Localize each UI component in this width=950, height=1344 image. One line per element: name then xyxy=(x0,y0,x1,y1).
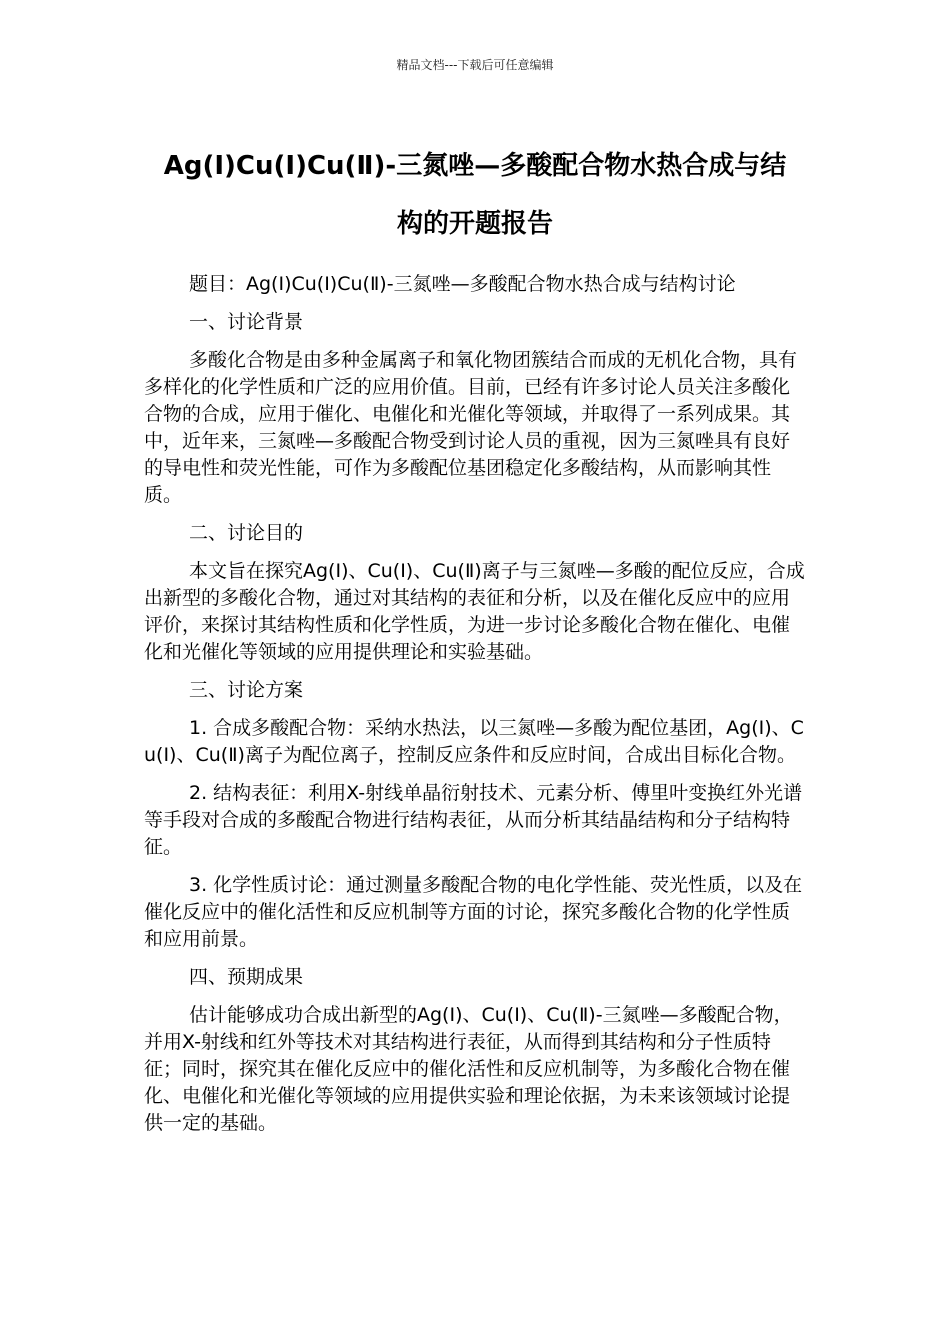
plan-item-chemical-properties: 3. 化学性质讨论：通过测量多酸配合物的电化学性能、荧光性质，以及在催化反应中的催化活性和反应机制等方面的讨论，探究多酸化合物的化学性质和应用前景。 xyxy=(144,874,803,950)
paragraph-purpose: 本文旨在探究Ag(I)、Cu(I)、Cu(Ⅱ)离子与三氮唑—多酸的配位反应，合成出新型的多酸化合物，通过对其结构的表征和分析，以及在催化反应中的应用评价，来探讨其结构性质和化学性质，为进一步讨论多酸化合物在催化、电催化和光催化等领域的应用提供理论和实验基础。 xyxy=(144,560,805,663)
document-title xyxy=(140,137,810,253)
section-heading-plan: 三、讨论方案 xyxy=(189,679,304,701)
paragraph-background: 多酸化合物是由多种金属离子和氧化物团簇结合而成的无机化合物，具有多样化的化学性质和广泛的应用价值。目前，已经有许多讨论人员关注多酸化合物的合成，应用于催化、电催化和光催化等领域，并取得了一系列成果。其中，近年来，三氮唑—多酸配合物受到讨论人员的重视，因为三氮唑具有良好的导电性和荧光性能，可作为多酸配位基团稳定化多酸结构，从而影响其性质。 xyxy=(144,349,798,506)
title-line-2: 构的开题报告 xyxy=(396,209,553,239)
title-line-1: Ag(Ⅰ)Cu(Ⅰ)Cu(Ⅱ)-三氮唑—多酸配合物水热合成与结 xyxy=(163,151,787,181)
header-note: 精品文档---下载后可任意编辑 xyxy=(396,58,554,72)
section-heading-purpose: 二、讨论目的 xyxy=(189,522,304,544)
section-heading-background: 一、讨论背景 xyxy=(189,311,304,333)
plan-item-characterization: 2. 结构表征：利用X-射线单晶衍射技术、元素分析、傅里叶变换红外光谱等手段对合成的多酸配合物进行结构表征，从而分析其结晶结构和分子结构特征。 xyxy=(144,782,803,858)
topic-line: 题目：Ag(I)Cu(I)Cu(Ⅱ)-三氮唑—多酸配合物水热合成与结构讨论 xyxy=(189,273,736,295)
paragraph-results: 估计能够成功合成出新型的Ag(I)、Cu(I)、Cu(Ⅱ)-三氮唑—多酸配合物，并用X-射线和红外等技术对其结构进行表征，从而得到其结构和分子性质特征；同时，探究其在催化反应中的催化活性和反应机制等，为多酸化合物在催化、电催化和光催化等领域的应用提供实验和理论依据，为未来该领域讨论提供一定的基础。 xyxy=(144,1004,793,1134)
plan-item-synthesis: 1. 合成多酸配合物：采纳水热法，以三氮唑—多酸为配位基团，Ag(I)、Cu(I)、Cu(Ⅱ)离子为配位离子，控制反应条件和反应时间，合成出目标化合物。 xyxy=(144,717,804,766)
document-body xyxy=(144,271,806,1148)
section-heading-results: 四、预期成果 xyxy=(189,966,304,988)
